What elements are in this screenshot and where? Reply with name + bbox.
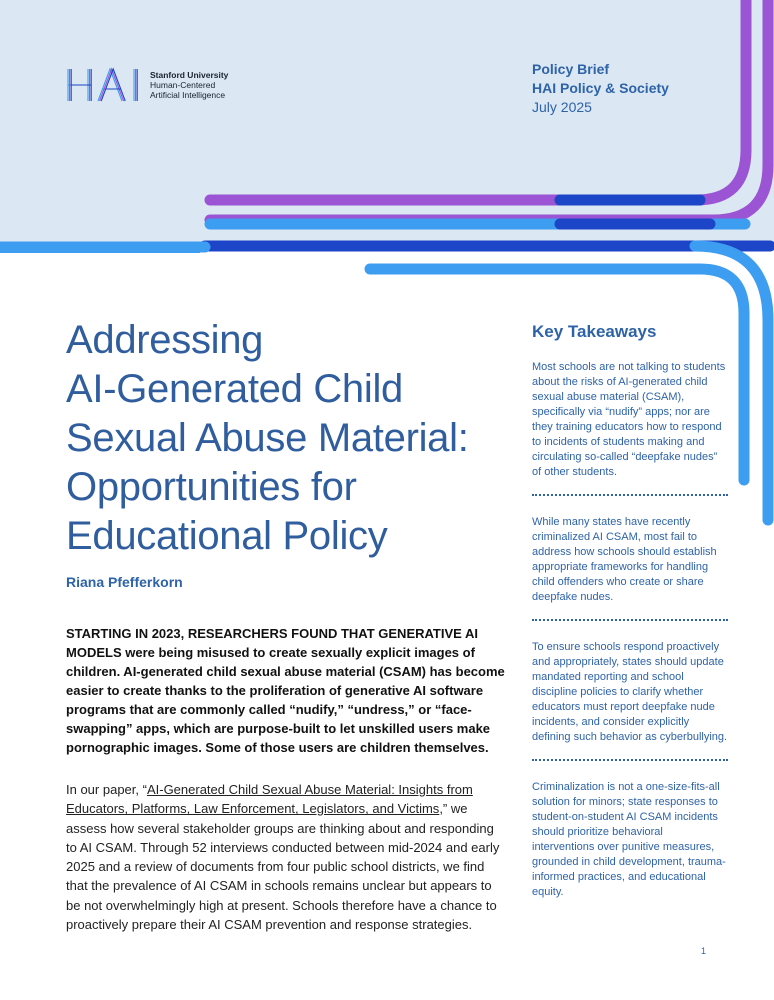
title-line: Educational Policy bbox=[66, 514, 388, 558]
title-line: AI-Generated Child bbox=[66, 367, 404, 411]
lead-rest: MODELS were being misused to create sexually explicit images of children. AI-generated child sexual abuse material (CSAM) has become easier to create thanks to the proliferation of generative AI software programs that are commonly called “nudify,” “undress,” or “face-swapping” apps, which are purpose-built to let unskilled users make pornographic images. Some of those users are children themselves. bbox=[66, 645, 505, 755]
brief-meta bbox=[532, 60, 669, 117]
title-line: Addressing bbox=[66, 318, 264, 362]
key-takeaways-sidebar bbox=[532, 322, 728, 900]
body-after: ,” we assess how several stakeholder groups are thinking about and responding to AI CSAM. Through 52 interviews conducted between mid-2024 and early 2025 and a review of documents from four public school districts, we find that the prevalence of AI CSAM in schools remains unclear but appears to be not overwhelmingly high at present. Schools therefore have a chance to proactively prepare their AI CSAM prevention and response strategies. bbox=[66, 801, 500, 933]
title-line: Sexual Abuse Material: bbox=[66, 416, 469, 460]
takeaway-item: To ensure schools respond proactively and appropriately, states should update mandated reporting and school discipline policies to clarify whether educators must report deepfake nude incidents, and consider explicitly defining such behavior as cyberbullying. bbox=[532, 641, 728, 743]
brief-series: Policy Brief bbox=[532, 61, 610, 77]
body-paragraph bbox=[66, 780, 506, 934]
brief-date: July 2025 bbox=[532, 99, 592, 115]
document-title bbox=[66, 316, 526, 561]
takeaway-item: While many states have recently criminalized AI CSAM, most fail to address how schools should establish appropriate frameworks for handling child offenders who create or share deepfake nudes. bbox=[532, 516, 717, 603]
author-name: Riana Pfefferkorn bbox=[66, 574, 183, 590]
dotted-divider bbox=[532, 619, 728, 621]
hai-logo-mark bbox=[66, 66, 146, 104]
takeaway-item: Most schools are not talking to students about the risks of AI-generated child sexual abuse material (CSAM), specifically via “nudify” apps; nor are they training educators how to respond to incidents of students making and circulating so-called “deepfake nudes” of other students. bbox=[532, 361, 726, 478]
paper-link[interactable]: AI-Generated Child Sexual Abuse Material: Insights from Educators, Platforms, Law Enforcement, Legislators, and Victims bbox=[66, 782, 473, 817]
hai-logo bbox=[66, 66, 228, 104]
logo-line-2: Human-Centered bbox=[150, 80, 216, 90]
body-before: In our paper, “ bbox=[66, 782, 147, 797]
lead-caps: STARTING IN 2023, RESEARCHERS FOUND THAT GENERATIVE AI bbox=[66, 626, 478, 641]
title-line: Opportunities for bbox=[66, 465, 357, 509]
key-takeaways-title: Key Takeaways bbox=[532, 322, 657, 341]
takeaway-item: Criminalization is not a one-size-fits-all solution for minors; state responses to student-on-student AI CSAM incidents should prioritize behavioral interventions over punitive measures, grounded in child development, trauma-informed practices, and educational equity. bbox=[532, 781, 726, 898]
dotted-divider bbox=[532, 494, 728, 496]
logo-university: Stanford University bbox=[150, 70, 229, 80]
brief-program: HAI Policy & Society bbox=[532, 80, 669, 96]
page-number: 1 bbox=[701, 946, 707, 956]
dotted-divider bbox=[532, 759, 728, 761]
lead-paragraph bbox=[66, 624, 506, 757]
logo-line-3: Artificial Intelligence bbox=[150, 90, 226, 100]
